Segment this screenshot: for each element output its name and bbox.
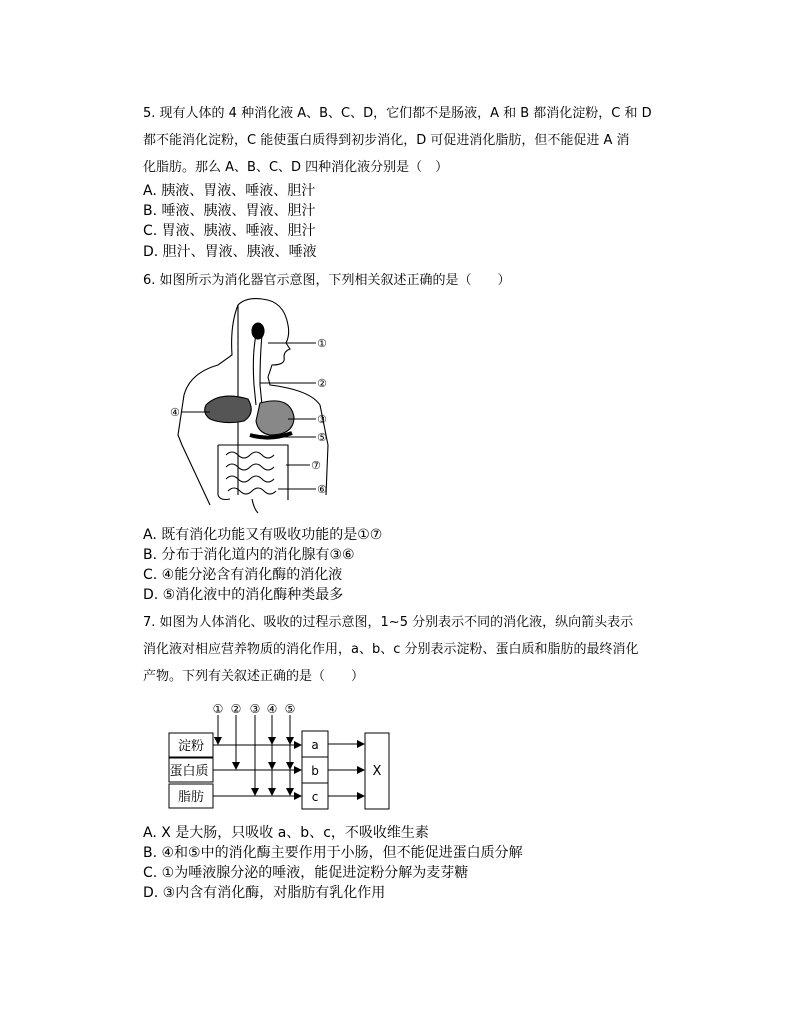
q7-option-b[interactable]: B. ④和⑤中的消化酶主要作用于小肠，但不能促进蛋白质分解	[143, 845, 523, 861]
figure-label-3: ③	[317, 413, 327, 426]
q5-line-3: 化脂肪。那么 A、B、C、D 四种消化液分别是（ ）	[143, 160, 449, 175]
diagram-number-2: ②	[230, 702, 242, 716]
nutrient-fat: 脂肪	[177, 790, 205, 805]
nutrient-starch: 淀粉	[177, 739, 205, 754]
nutrient-protein: 蛋白质	[169, 764, 209, 779]
q6-option-a[interactable]: A. 既有消化功能又有吸收功能的是①⑦	[143, 527, 383, 543]
q7-line-2: 消化液对相应营养物质的消化作用，a、b、c 分别表示淀粉、蛋白质和脂肪的最终消化	[143, 642, 639, 657]
figure-label-7: ⑦	[311, 459, 321, 472]
q7-line-1: 7. 如图为人体消化、吸收的过程示意图，1~5 分别表示不同的消化液，纵向箭头表示	[143, 615, 634, 630]
diagram-number-3: ③	[249, 702, 261, 716]
product-a: a	[311, 738, 319, 752]
digestion-absorption-diagram	[165, 698, 395, 814]
product-c: c	[311, 790, 319, 804]
q7-line-3: 产物。下列有关叙述正确的是（ ）	[143, 669, 365, 684]
q5-option-d[interactable]: D. 胆汁、胃液、胰液、唾液	[143, 244, 317, 260]
q5-line-2: 都不能消化淀粉，C 能使蛋白质得到初步消化，D 可促进消化脂肪，但不能促进 A 消	[143, 133, 630, 148]
diagram-number-4: ④	[266, 702, 278, 716]
diagram-number-1: ①	[212, 702, 224, 716]
question-6-stem: 6. 如图所示为消化器官示意图，下列相关叙述正确的是（ ）	[143, 273, 511, 288]
diagram-number-5: ⑤	[284, 702, 296, 716]
figure-label-1: ①	[317, 337, 327, 350]
product-b: b	[311, 764, 319, 778]
q5-option-b[interactable]: B. 唾液、胰液、胃液、胆汁	[143, 203, 316, 219]
q7-option-c[interactable]: C. ①为唾液腺分泌的唾液，能促进淀粉分解为麦芽糖	[143, 865, 469, 881]
digestive-system-figure	[160, 295, 340, 515]
figure-label-6: ⑥	[317, 483, 327, 496]
question-5-stem	[143, 100, 663, 181]
q7-option-d[interactable]: D. ③内含有消化酶，对脂肪有乳化作用	[143, 885, 386, 901]
q6-option-b[interactable]: B. 分布于消化道内的消化腺有③⑥	[143, 547, 355, 563]
q6-option-c[interactable]: C. ④能分泌含有消化酶的消化液	[143, 567, 343, 583]
figure-label-5: ⑤	[317, 431, 327, 444]
question-7-stem	[143, 609, 663, 690]
q6-option-d[interactable]: D. ⑤消化液中的消化酶种类最多	[143, 587, 344, 603]
figure-label-2: ②	[317, 377, 327, 390]
figure-label-4: ④	[170, 406, 180, 419]
q5-option-a[interactable]: A. 胰液、胃液、唾液、胆汁	[143, 183, 316, 199]
q7-option-a[interactable]: A. X 是大肠，只吸收 a、b、c，不吸收维生素	[143, 825, 429, 841]
q5-line-1: 5. 现有人体的 4 种消化液 A、B、C、D，它们都不是肠液，A 和 B 都消化淀粉，C 和 D	[143, 106, 652, 121]
q5-option-c[interactable]: C. 胃液、胰液、唾液、胆汁	[143, 223, 316, 239]
organ-x: X	[372, 764, 382, 779]
